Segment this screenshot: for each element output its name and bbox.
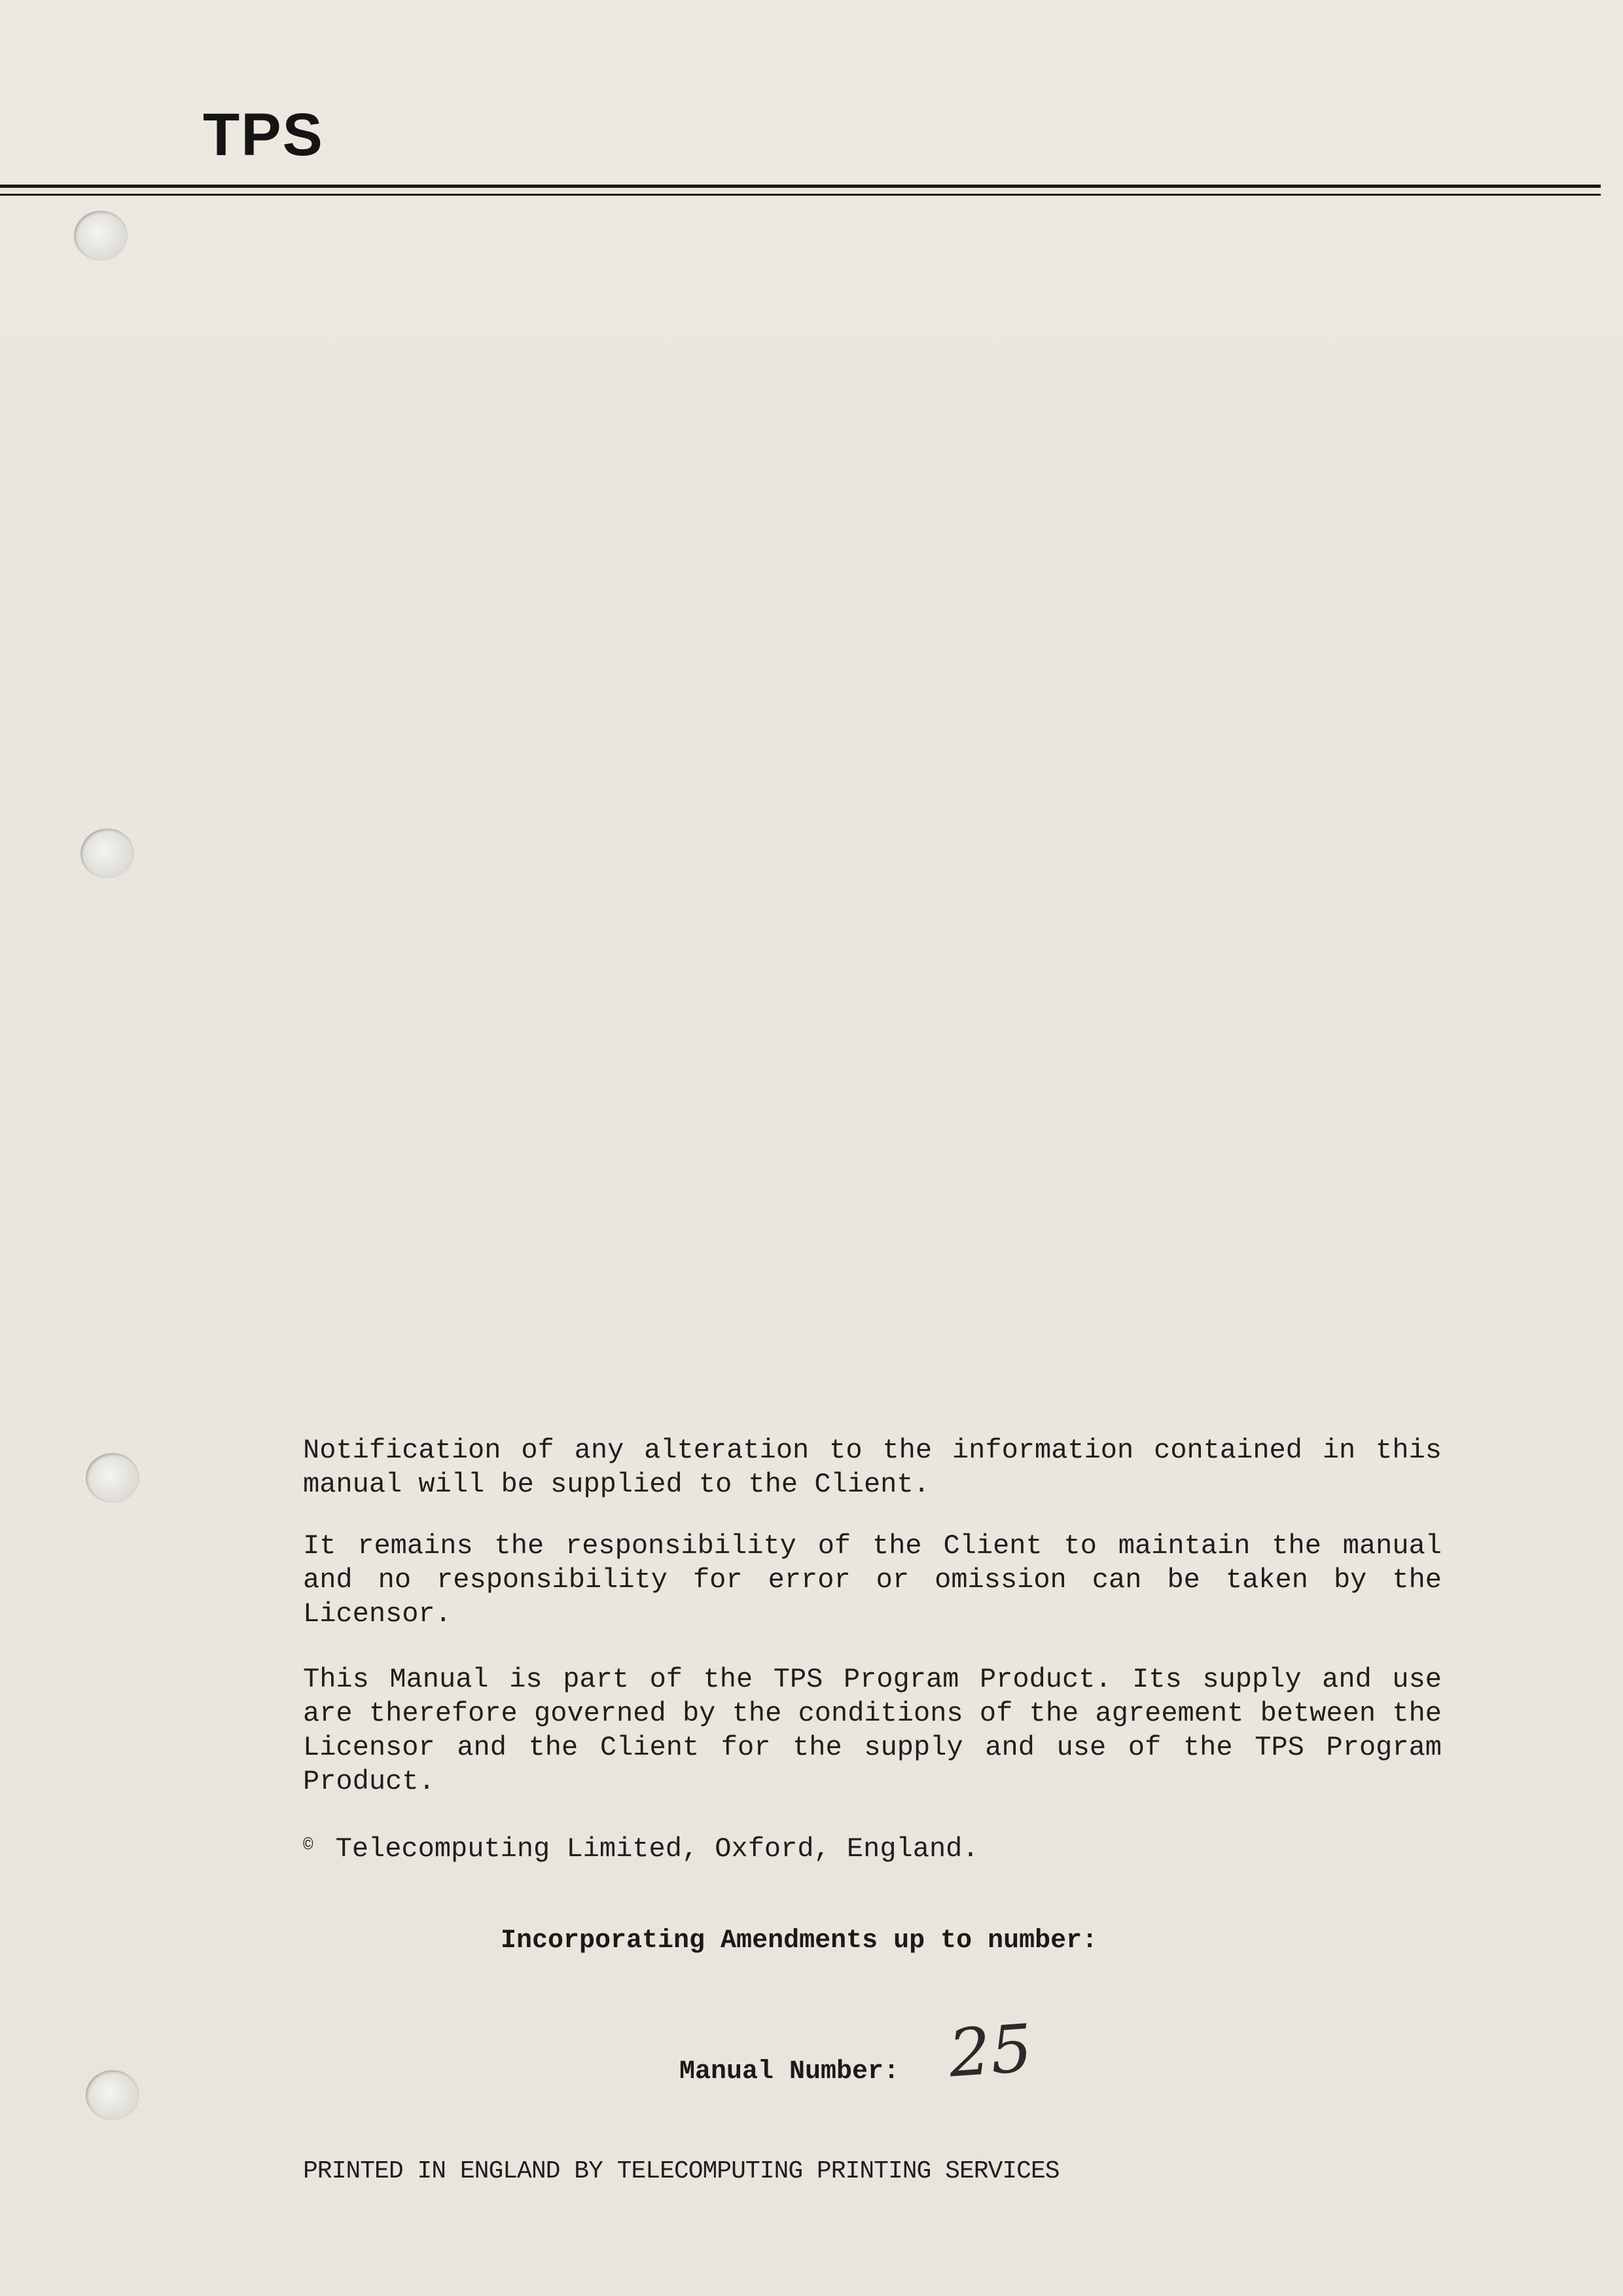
notice-paragraph-program-product: This Manual is part of the TPS Program Product. Its supply and use are therefore governed by the conditions of the agreement between the Licensor and the Client for the supply and use of the TPS Program Product. xyxy=(303,1664,1442,1797)
punch-hole xyxy=(86,2070,139,2120)
copyright-text: Telecomputing Limited, Oxford, England. xyxy=(335,1833,979,1865)
copyright-symbol: © xyxy=(303,1835,313,1855)
amendments-label: Incorporating Amendments up to number: xyxy=(501,1926,1098,1956)
header-rule-bottom xyxy=(0,194,1601,196)
printed-by-footer: PRINTED IN ENGLAND BY TELECOMPUTING PRINTING SERVICES xyxy=(303,2157,1060,2185)
punch-hole xyxy=(86,1453,139,1503)
header-rule-top xyxy=(0,185,1601,188)
notice-paragraph-responsibility: It remains the responsibility of the Client to maintain the manual and no responsibility for error or omission can be taken by the Licensor. xyxy=(303,1530,1442,1630)
punch-hole xyxy=(80,829,134,878)
notice-paragraph-alteration: Notification of any alteration to the information contained in this manual will be supplied to the Client. xyxy=(303,1435,1442,1500)
copyright-line xyxy=(303,1828,979,1866)
punch-hole xyxy=(74,211,128,260)
tps-logo: TPS xyxy=(203,101,324,168)
manual-number-handwritten: 25 xyxy=(946,2009,1035,2092)
manual-number-label: Manual Number: xyxy=(679,2057,900,2087)
